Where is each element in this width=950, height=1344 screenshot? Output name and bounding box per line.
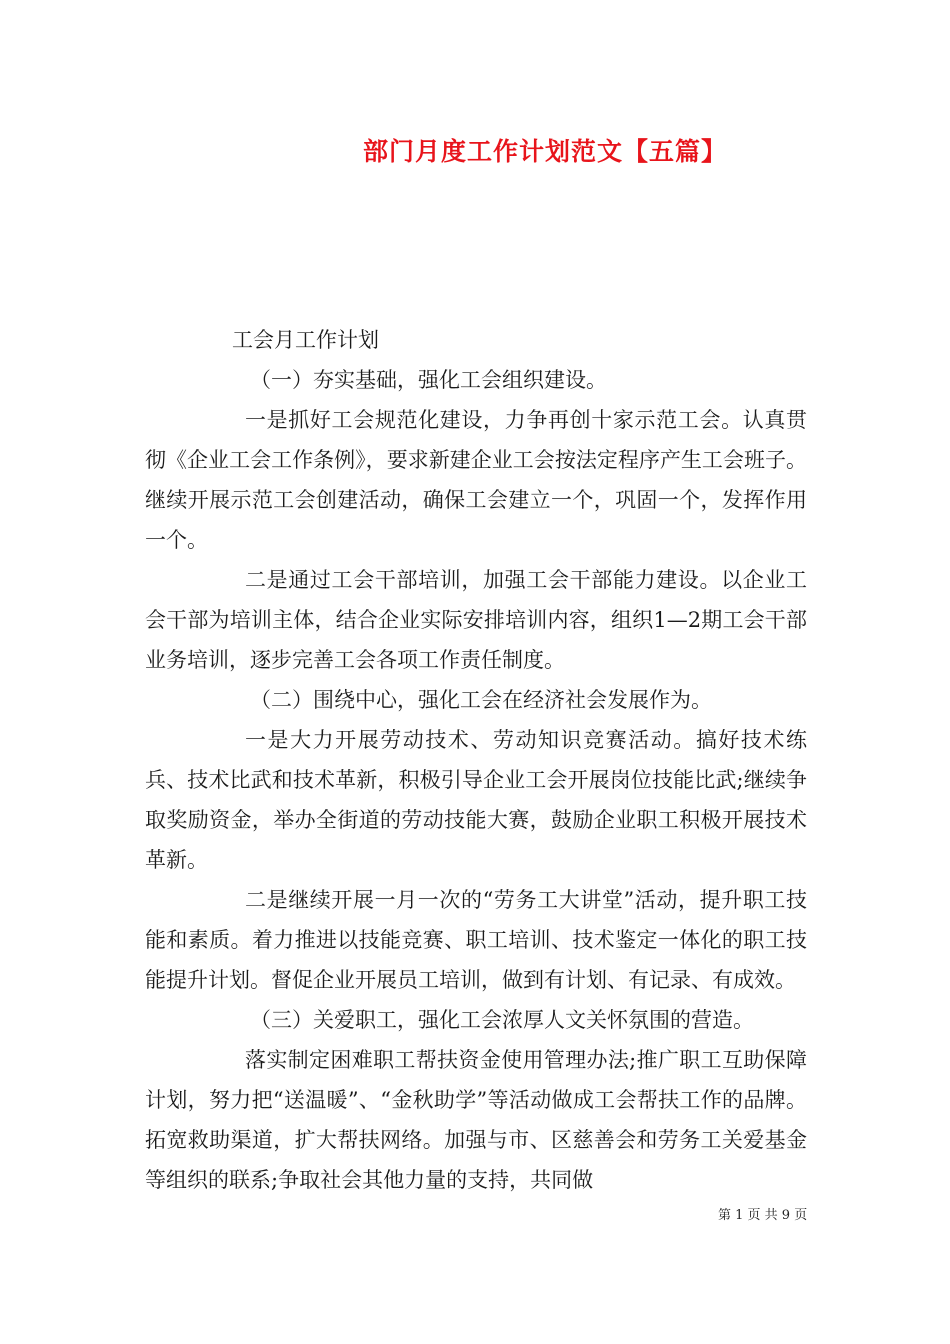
paragraph-3: 一是大力开展劳动技术、劳动知识竞赛活动。搞好技术练兵、技术比武和技术革新，积极引导企业工会开展岗位技能比武;继续争取奖励资金，举办全街道的劳动技能大赛，鼓励企业职工积极开展技术革新。 [145,728,807,872]
paragraph-2: 二是通过工会干部培训，加强工会干部能力建设。以企业工会干部为培训主体，结合企业实际安排培训内容，组织1—2期工会干部业务培训，逐步完善工会各项工作责任制度。 [145,568,807,672]
document-body [145,360,807,1200]
document-title: 部门月度工作计划范文【五篇】 [362,137,727,166]
paragraph-1: 一是抓好工会规范化建设，力争再创十家示范工会。认真贯彻《企业工会工作条例》，要求新建企业工会按法定程序产生工会班子。继续开展示范工会创建活动，确保工会建立一个，巩固一个，发挥作用一个。 [145,408,807,552]
sub-heading-3: （三）关爱职工，强化工会浓厚人文关怀氛围的营造。 [250,1008,754,1032]
page-number-footer: 第 1 页 共 9 页 [718,1208,808,1223]
sub-heading-1: （一）夯实基础，强化工会组织建设。 [250,368,607,392]
sub-heading-2: （二）围绕中心，强化工会在经济社会发展作为。 [250,688,712,712]
section-heading: 工会月工作计划 [232,328,379,352]
paragraph-5: 落实制定困难职工帮扶资金使用管理办法;推广职工互助保障计划，努力把“送温暖”、“金秋助学”等活动做成工会帮扶工作的品牌。拓宽救助渠道，扩大帮扶网络。加强与市、区慈善会和劳务工关爱基金等组织的联系;争取社会其他力量的支持，共同做 [145,1048,807,1192]
paragraph-4: 二是继续开展一月一次的“劳务工大讲堂”活动，提升职工技能和素质。着力推进以技能竞赛、职工培训、技术鉴定一体化的职工技能提升计划。督促企业开展员工培训，做到有计划、有记录、有成效。 [145,888,807,992]
